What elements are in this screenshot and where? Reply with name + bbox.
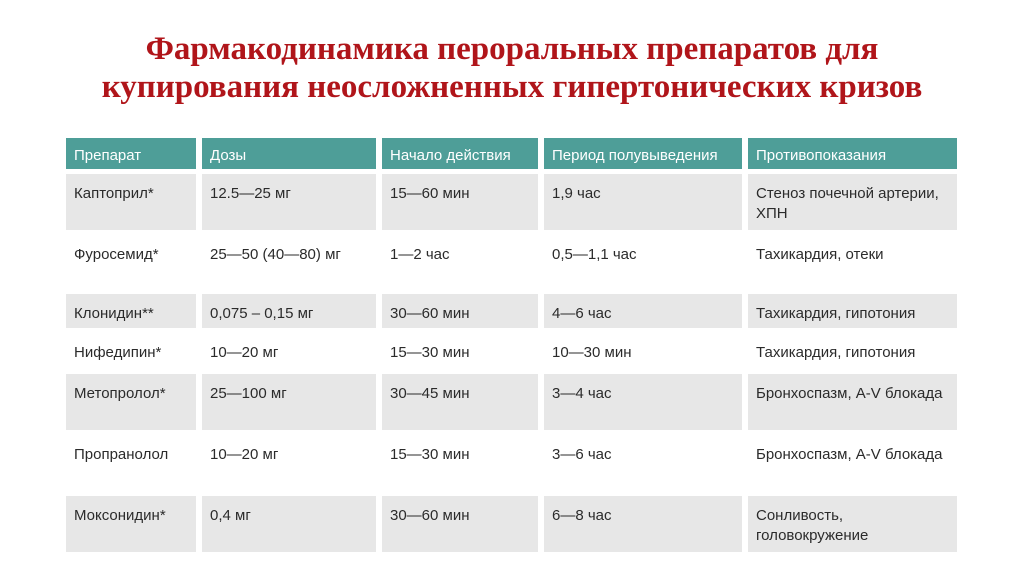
table-header-row bbox=[66, 138, 957, 169]
cell-drug: Нифедипин* bbox=[66, 333, 196, 369]
table-row bbox=[66, 374, 957, 430]
cell-doses: 0,4 мг bbox=[202, 496, 376, 552]
cell-contraindications: Тахикардия, гипотония bbox=[748, 333, 957, 369]
cell-drug: Метопролол* bbox=[66, 374, 196, 430]
table-row bbox=[66, 294, 957, 328]
table-row bbox=[66, 435, 957, 491]
cell-onset: 30—45 мин bbox=[382, 374, 538, 430]
page-title-line-2: купирования неосложненных гипертонических кризов bbox=[101, 69, 923, 105]
table-row bbox=[66, 174, 957, 230]
cell-doses: 10—20 мг bbox=[202, 435, 376, 491]
cell-contraindications: Тахикардия, гипотония bbox=[748, 294, 957, 328]
header-contraindications: Противопоказания bbox=[748, 138, 957, 169]
header-doses: Дозы bbox=[202, 138, 376, 169]
cell-doses: 25—100 мг bbox=[202, 374, 376, 430]
cell-drug: Моксонидин* bbox=[66, 496, 196, 552]
cell-contraindications: Бронхоспазм, A-V блокада bbox=[748, 435, 957, 491]
cell-onset: 30—60 мин bbox=[382, 496, 538, 552]
cell-drug: Пропранолол bbox=[66, 435, 196, 491]
table-row bbox=[66, 496, 957, 552]
table-row bbox=[66, 235, 957, 289]
cell-onset: 15—30 мин bbox=[382, 333, 538, 369]
cell-onset: 1—2 час bbox=[382, 235, 538, 289]
cell-half-life: 0,5—1,1 час bbox=[544, 235, 742, 289]
cell-half-life: 6—8 час bbox=[544, 496, 742, 552]
cell-contraindications: Бронхоспазм, A-V блокада bbox=[748, 374, 957, 430]
cell-onset: 30—60 мин bbox=[382, 294, 538, 328]
pharmacodynamics-table bbox=[66, 138, 957, 552]
cell-drug: Фуросемид* bbox=[66, 235, 196, 289]
cell-half-life: 1,9 час bbox=[544, 174, 742, 230]
cell-half-life: 4—6 час bbox=[544, 294, 742, 328]
page-title bbox=[0, 30, 1024, 106]
cell-half-life: 3—6 час bbox=[544, 435, 742, 491]
cell-half-life: 10—30 мин bbox=[544, 333, 742, 369]
cell-contraindications: Стеноз почечной артерии, ХПН bbox=[748, 174, 957, 230]
table-row bbox=[66, 333, 957, 369]
cell-doses: 0,075 – 0,15 мг bbox=[202, 294, 376, 328]
cell-drug: Клонидин** bbox=[66, 294, 196, 328]
cell-doses: 25—50 (40—80) мг bbox=[202, 235, 376, 289]
cell-onset: 15—30 мин bbox=[382, 435, 538, 491]
header-onset: Начало действия bbox=[382, 138, 538, 169]
cell-contraindications: Тахикардия, отеки bbox=[748, 235, 957, 289]
header-drug: Препарат bbox=[66, 138, 196, 169]
cell-doses: 12.5—25 мг bbox=[202, 174, 376, 230]
cell-drug: Каптоприл* bbox=[66, 174, 196, 230]
cell-half-life: 3—4 час bbox=[544, 374, 742, 430]
header-half-life: Период полувыведения bbox=[544, 138, 742, 169]
cell-contraindications: Сонливость, головокружение bbox=[748, 496, 957, 552]
cell-onset: 15—60 мин bbox=[382, 174, 538, 230]
page-title-line-1: Фармакодинамика пероральных препаратов для bbox=[145, 31, 879, 67]
cell-doses: 10—20 мг bbox=[202, 333, 376, 369]
